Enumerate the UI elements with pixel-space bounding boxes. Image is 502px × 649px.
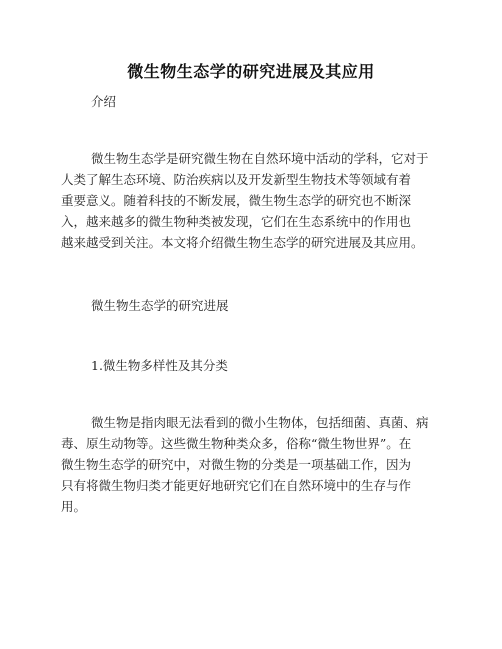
paragraph2-line2: 毒、原生动物等。这些微生物种类众多，俗称“微生物世界”。在 [61,436,412,451]
paragraph1-line2: 人类了解生态环境、防治疾病以及开发新型生物技术等领域有着 [61,172,412,187]
paragraph2-line3: 微生物生态学的研究中，对微生物的分类是一项基础工作，因为 [61,457,412,472]
paragraph1-line3: 重要意义。随着科技的不断发展，微生物生态学的研究也不断深 [61,193,412,208]
paragraph1-line1: 微生物生态学是研究微生物在自然环境中活动的学科，它对于 [91,151,429,166]
subsection-heading: 1.微生物多样性及其分类 [91,358,228,373]
document-title: 微生物生态学的研究进展及其应用 [127,62,375,81]
paragraph1-line5: 越来越受到关注。本文将介绍微生物生态学的研究进展及其应用。 [61,235,424,250]
paragraph2-line5: 用。 [61,499,87,514]
section-heading: 微生物生态学的研究进展 [91,298,229,313]
paragraph1-line4: 入，越来越多的微生物种类被发现，它们在生态系统中的作用也 [61,214,412,229]
paragraph2-line4: 只有将微生物归类才能更好地研究它们在自然环境中的生存与作 [61,478,412,493]
paragraph2-line1: 微生物是指肉眼无法看到的微小生物体，包括细菌、真菌、病 [91,415,429,430]
intro-heading: 介绍 [91,94,117,109]
